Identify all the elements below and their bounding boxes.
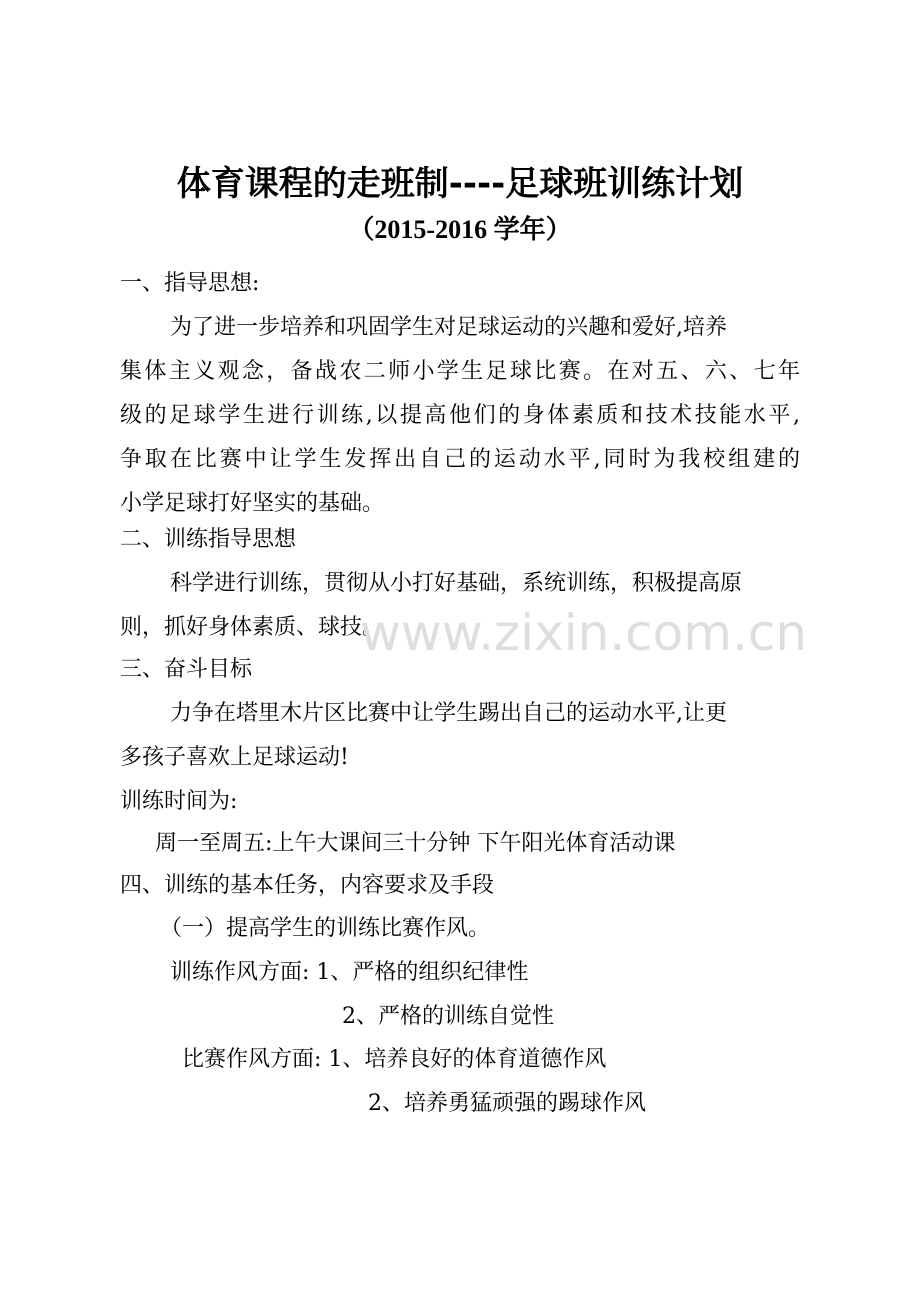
section-heading-training-ideology: 二、训练指导思想 (120, 527, 297, 552)
paragraph-line: 科学进行训练，贯彻从小打好基础，系统训练，积极提高原 (170, 571, 743, 596)
paragraph-line: 集体主义观念，备战农二师小学生足球比赛。在对五、六、七年 (120, 359, 800, 384)
section-heading-goals: 三、奋斗目标 (120, 657, 253, 682)
schedule-line: 周一至周五:上午大课间三十分钟 下午阳光体育活动课 (155, 831, 676, 856)
match-style-item: 2、培养勇猛顽强的踢球作风 (368, 1091, 646, 1116)
training-style-item: 训练作风方面: 1、严格的组织纪律性 (170, 960, 529, 985)
section-heading-guiding-ideology: 一、指导思想: (120, 271, 260, 296)
paragraph-line: 则，抓好身体素质、球技。 (120, 615, 385, 640)
subsection-heading: （一）提高学生的训练比赛作风。 (160, 916, 491, 941)
training-style-item: 2、严格的训练自觉性 (342, 1004, 554, 1029)
watermark: www.zixin.com.cn (360, 604, 808, 662)
match-style-item: 比赛作风方面: 1、培养良好的体育道德作风 (182, 1047, 607, 1072)
paragraph-line: 力争在塔里木片区比赛中让学生踢出自己的运动水平,让更 (170, 701, 727, 726)
paragraph-line: 为了进一步培养和巩固学生对足球运动的兴趣和爱好,培养 (170, 315, 727, 340)
document-title: 体育课程的走班制----足球班训练计划 (176, 164, 744, 204)
paragraph-line: 多孩子喜欢上足球运动! (120, 745, 349, 770)
paragraph-line: 争取在比赛中让学生发挥出自己的运动水平,同时为我校组建的 (120, 447, 800, 472)
paragraph-line: 小学足球打好坚实的基础。 (120, 491, 385, 516)
paragraph-line: 级的足球学生进行训练,以提高他们的身体素质和技术技能水平, (120, 403, 800, 428)
document-subtitle: （2015-2016 学年） (348, 215, 572, 244)
schedule-heading: 训练时间为: (120, 789, 238, 814)
section-heading-basic-tasks: 四、训练的基本任务，内容要求及手段 (120, 873, 495, 898)
